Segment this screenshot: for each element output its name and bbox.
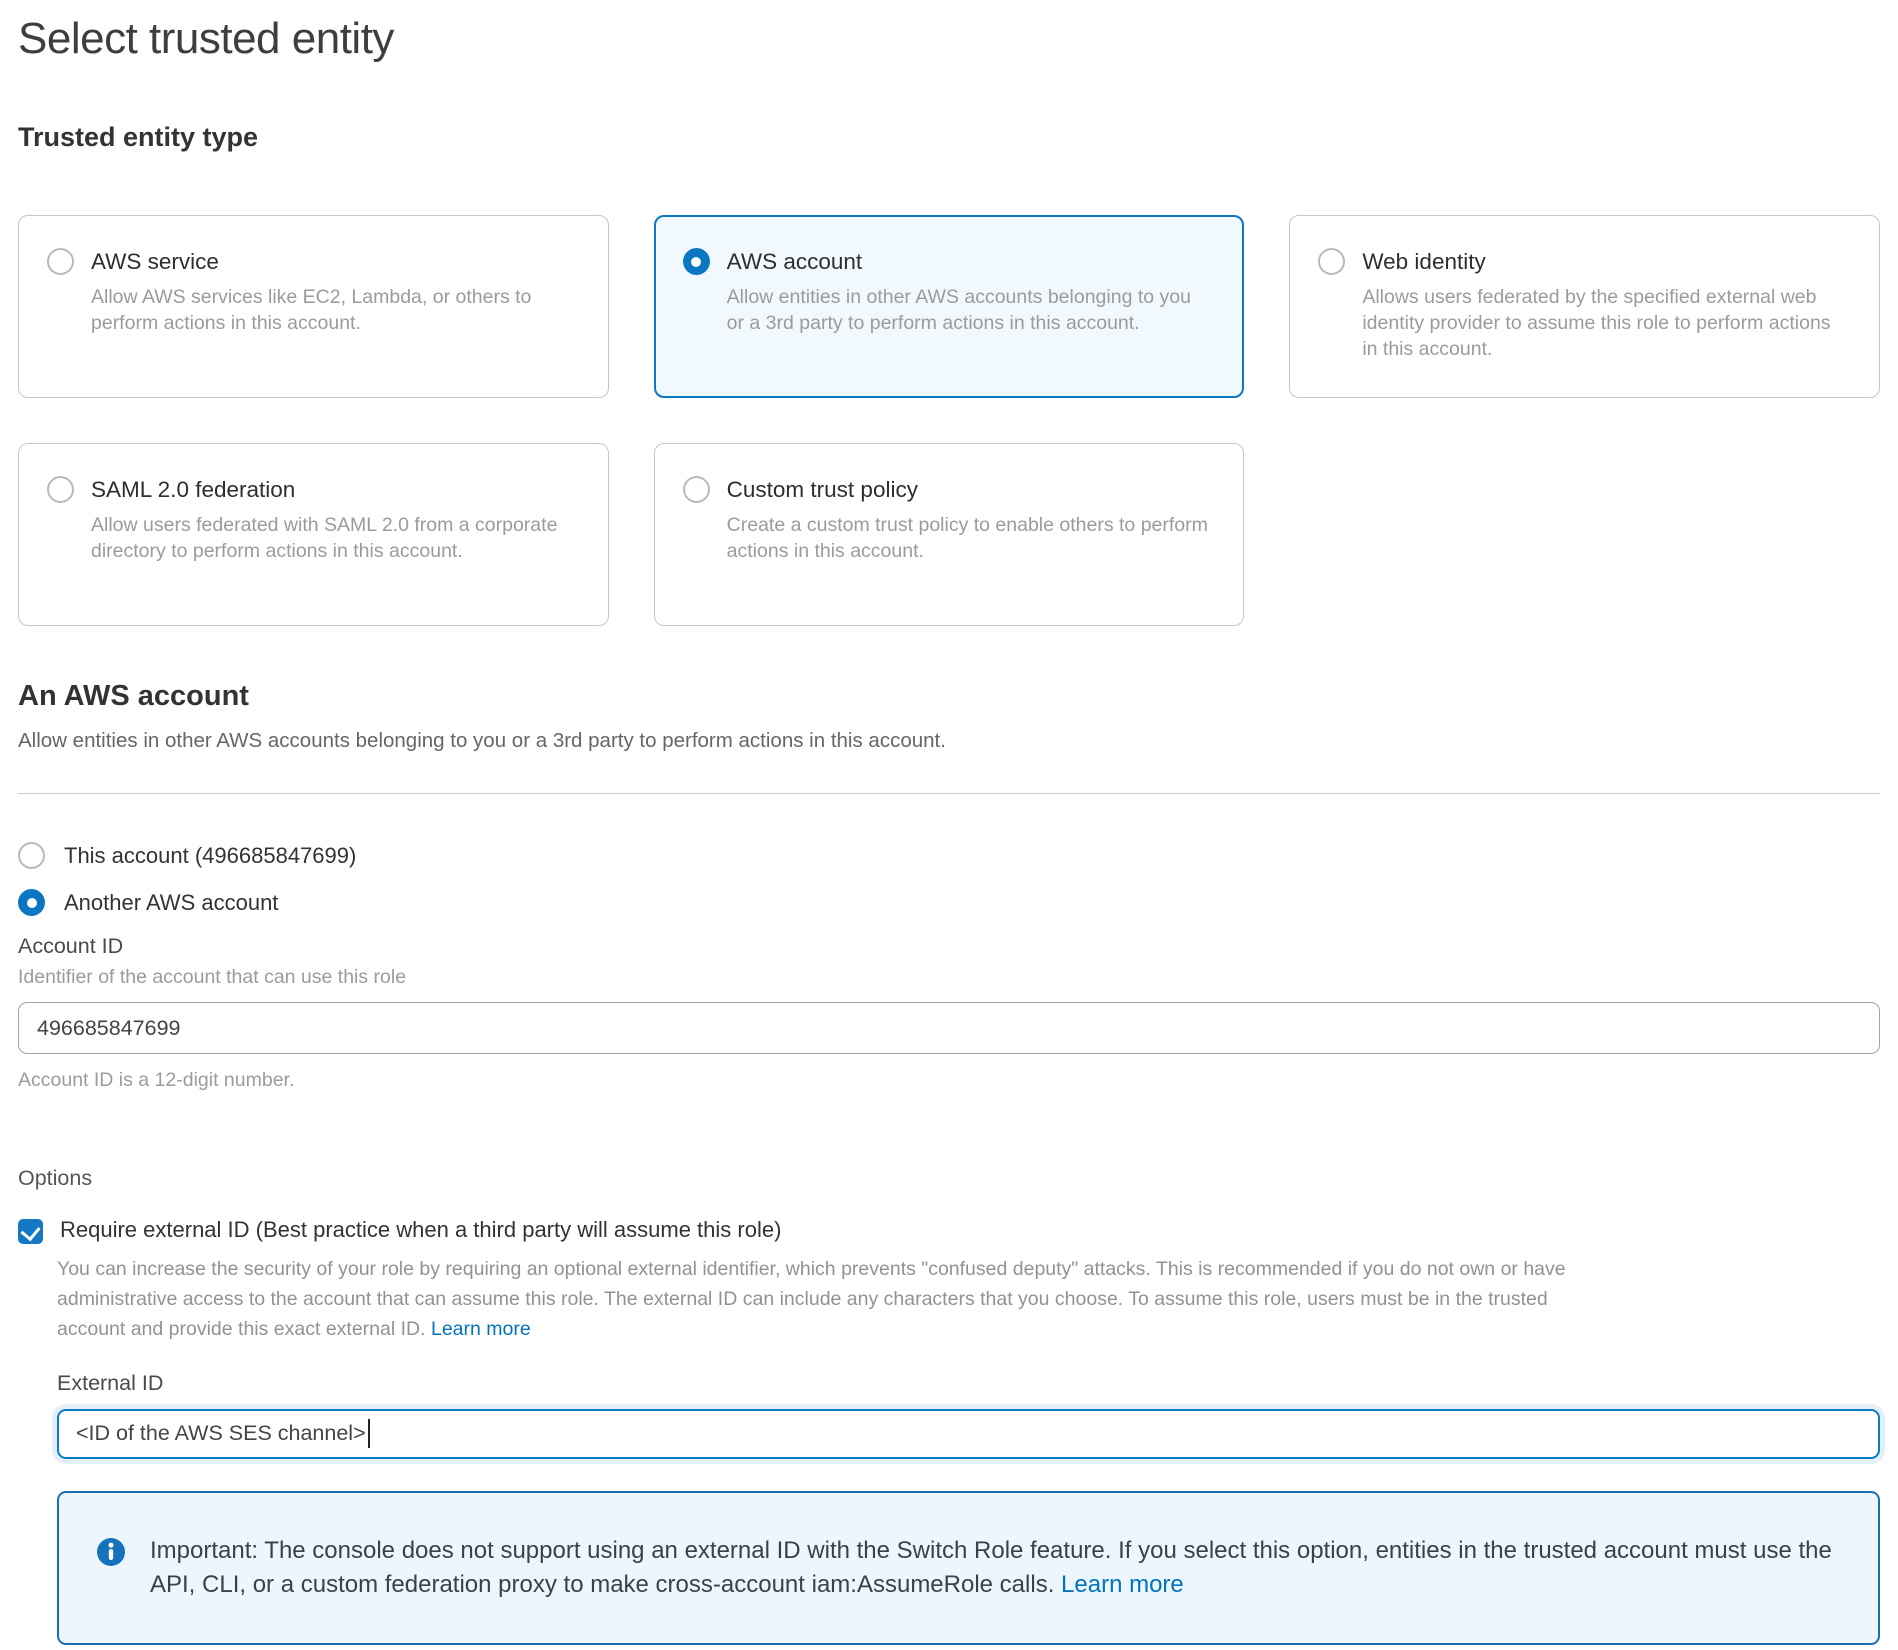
entity-card-web-identity[interactable] — [1289, 215, 1880, 398]
aws-account-description: Allow entities in other AWS accounts belonging to you or a 3rd party to perform actions in this account. — [18, 729, 946, 752]
radio-selected-icon[interactable] — [683, 248, 710, 275]
radio-icon[interactable] — [47, 476, 74, 503]
external-id-input[interactable] — [57, 1409, 1880, 1459]
page-title: Select trusted entity — [18, 14, 394, 63]
account-id-input[interactable] — [18, 1002, 1880, 1054]
require-external-id-label: Require external ID (Best practice when a third party will assume this role) — [60, 1217, 782, 1242]
entity-card-title: AWS service — [91, 248, 219, 274]
alert-text — [150, 1534, 1838, 1602]
radio-icon[interactable] — [47, 248, 74, 275]
account-id-hint: Identifier of the account that can use this role — [18, 966, 407, 988]
entity-card-description: Allow entities in other AWS accounts belonging to you or a 3rd party to perform actions in this account. — [726, 286, 1191, 334]
radio-label-another-account: Another AWS account — [64, 889, 279, 915]
aws-account-heading: An AWS account — [18, 680, 249, 712]
divider — [18, 793, 1880, 794]
trusted-entity-type-heading: Trusted entity type — [18, 122, 259, 152]
radio-label-this-account: This account (496685847699) — [64, 842, 357, 868]
radio-icon[interactable] — [1318, 248, 1345, 275]
radio-row-this-account[interactable] — [18, 842, 1880, 869]
radio-row-another-account[interactable] — [18, 889, 1880, 916]
external-id-label: External ID — [57, 1370, 164, 1395]
require-external-id-description-text: You can increase the security of your role by requiring an optional external identifier, which prevents "confused deputy" attacks. This is recommended if you do not own or have administrative access to the account that can assume this role. The external ID can include any characters that you choose. To assume this role, users must be in the trusted account and provide this exact external ID. — [57, 1258, 1566, 1341]
entity-card-description: Allow users federated with SAML 2.0 from a corporate directory to perform actions in this account. — [91, 514, 558, 562]
info-icon — [97, 1538, 125, 1566]
entity-card-title: Web identity — [1362, 248, 1486, 274]
entity-card-description: Allow AWS services like EC2, Lambda, or others to perform actions in this account. — [91, 286, 532, 334]
trusted-entity-type-cards — [18, 215, 1880, 626]
entity-card-saml-federation[interactable] — [18, 443, 609, 626]
entity-card-aws-service[interactable] — [18, 215, 609, 398]
entity-card-description: Create a custom trust policy to enable others to perform actions in this account. — [726, 514, 1208, 562]
account-id-helper: Account ID is a 12-digit number. — [18, 1069, 295, 1091]
learn-more-link[interactable]: Learn more — [430, 1318, 531, 1341]
checkbox-checked-icon[interactable] — [18, 1219, 43, 1244]
entity-card-title: SAML 2.0 federation — [91, 476, 296, 502]
require-external-id-row[interactable] — [18, 1217, 1880, 1244]
radio-icon[interactable] — [683, 476, 710, 503]
text-cursor — [368, 1419, 370, 1448]
entity-card-custom-trust-policy[interactable] — [654, 443, 1245, 626]
account-id-label: Account ID — [18, 934, 124, 958]
alert-learn-more-link[interactable]: Learn more — [1061, 1570, 1184, 1598]
external-id-value: <ID of the AWS SES channel> — [76, 1421, 366, 1446]
radio-icon[interactable] — [18, 842, 45, 869]
radio-selected-icon[interactable] — [18, 889, 45, 916]
options-heading: Options — [18, 1166, 93, 1190]
info-alert — [57, 1491, 1880, 1645]
entity-card-title: AWS account — [726, 248, 863, 274]
entity-card-title: Custom trust policy — [726, 476, 918, 502]
require-external-id-description — [57, 1254, 1609, 1345]
alert-message: Important: The console does not support using an external ID with the Switch Role feature. If you select this option, entities in the trusted account must use the API, CLI, or a custom federation proxy to make cross-account iam:AssumeRole calls. — [150, 1536, 1832, 1598]
entity-card-description: Allows users federated by the specified external web identity provider to assume this role to perform actions in this account. — [1362, 286, 1831, 360]
entity-card-aws-account[interactable] — [654, 215, 1245, 398]
